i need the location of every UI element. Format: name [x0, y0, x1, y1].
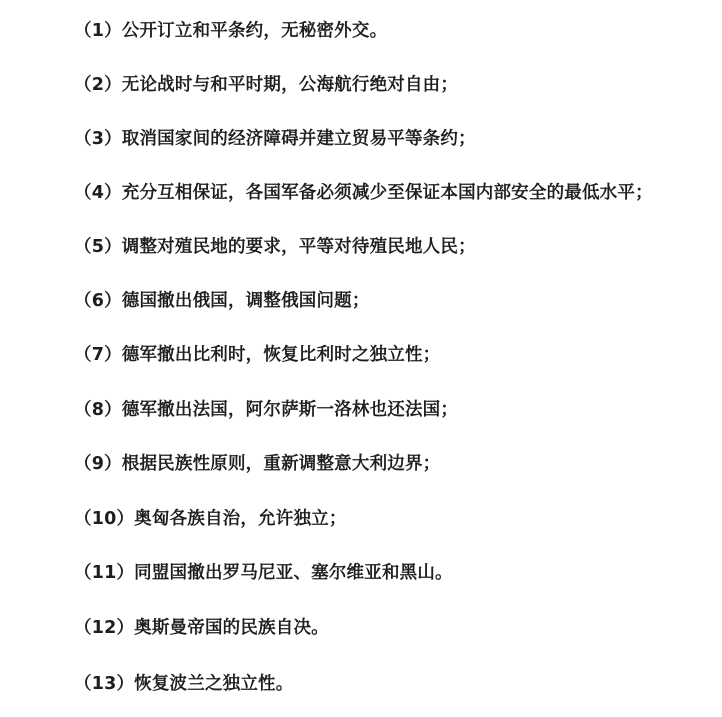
list-item [74, 17, 387, 45]
list-item [74, 341, 440, 369]
list-item [74, 125, 476, 153]
item-number: （7） [74, 345, 122, 365]
item-text: 奥斯曼帝国的民族自决。 [134, 618, 329, 638]
item-text: 充分互相保证，各国军备必须减少至保证本国内部安全的最低水平； [121, 183, 653, 203]
item-text: 奥匈各族自治，允许独立； [134, 509, 347, 529]
item-text: 德军撤出法国，阿尔萨斯一洛林也还法国； [121, 400, 459, 420]
list-item [74, 71, 458, 99]
item-number: （12） [74, 618, 135, 638]
item-number: （5） [74, 237, 122, 257]
item-text: 无论战时与和平时期，公海航行绝对自由； [121, 75, 459, 95]
item-number: （11） [74, 563, 135, 583]
list-item [74, 233, 476, 261]
item-text: 德国撤出俄国，调整俄国问题； [121, 291, 370, 311]
item-text: 恢复波兰之独立性。 [134, 674, 294, 694]
list-item [74, 505, 347, 533]
list-item [74, 179, 653, 207]
item-number: （8） [74, 400, 122, 420]
item-number: （1） [74, 21, 122, 41]
item-text: 公开订立和平条约，无秘密外交。 [121, 21, 388, 41]
item-number: （6） [74, 291, 122, 311]
item-text: 德军撤出比利时，恢复比利时之独立性； [121, 345, 441, 365]
item-text: 调整对殖民地的要求，平等对待殖民地人民； [121, 237, 476, 257]
item-text: 同盟国撤出罗马尼亚、塞尔维亚和黑山。 [134, 563, 453, 583]
list-item [74, 287, 370, 315]
list-item [74, 559, 453, 587]
list-item [74, 670, 293, 698]
item-number: （3） [74, 129, 122, 149]
item-number: （4） [74, 183, 122, 203]
list-item [74, 614, 329, 642]
item-number: （2） [74, 75, 122, 95]
list-item [74, 396, 458, 424]
item-number: （10） [74, 509, 135, 529]
item-number: （9） [74, 454, 122, 474]
item-text: 根据民族性原则，重新调整意大利边界； [121, 454, 441, 474]
item-number: （13） [74, 674, 135, 694]
list-item [74, 450, 440, 478]
item-text: 取消国家间的经济障碍并建立贸易平等条约； [121, 129, 476, 149]
